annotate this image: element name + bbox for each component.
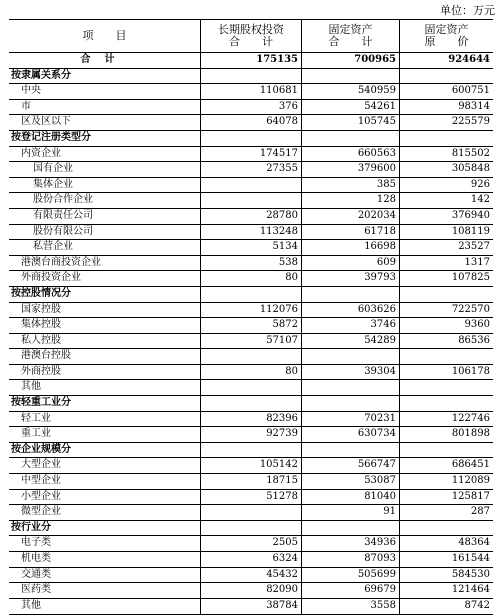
table-body [9,53,493,614]
fixed-assets-value: 385 [302,178,400,193]
long-term-equity-value: 51278 [201,490,302,505]
fixed-assets-value: 700965 [302,53,400,68]
long-term-equity-value: 113248 [201,225,302,240]
header-long-term-equity [201,20,302,52]
long-term-equity-value: 5872 [201,318,302,333]
row-label: 小型企业 [9,490,201,505]
fixed-assets-value: 202034 [302,209,400,224]
table-row [9,568,493,584]
header-fixed-assets-original [400,20,493,52]
row-label: 按轻重工业分 [9,396,201,411]
long-term-equity-value [201,69,302,84]
total-row [9,53,493,69]
long-term-equity-value: 538 [201,256,302,271]
row-label: 其他 [9,380,201,395]
long-term-equity-value [201,193,302,208]
row-label: 按企业规模分 [9,443,201,458]
header-col2-line1: 固定资产 [328,23,373,36]
fixed-assets-original-value: 48364 [458,537,490,549]
long-term-equity-value: 92739 [201,427,302,442]
fixed-assets-original-value [400,131,493,146]
fixed-assets-original-value: 108119 [451,225,490,237]
long-term-equity-value [201,443,302,458]
fixed-assets-value: 105745 [302,115,400,130]
table-row [9,84,493,100]
row-label: 外商控股 [9,365,201,380]
long-term-equity-value: 28780 [201,209,302,224]
fixed-assets-original-value: 722570 [451,303,490,315]
table-row [9,427,493,443]
header-col1-line1: 长期股权投资 [218,23,284,36]
long-term-equity-value: 45432 [201,568,302,583]
long-term-equity-value: 376 [201,100,302,115]
fixed-assets-value [302,396,400,411]
fixed-assets-original-value [400,349,493,364]
long-term-equity-value: 18715 [201,474,302,489]
row-label: 集体企业 [9,178,201,193]
fixed-assets-original-value: 801898 [451,428,490,440]
row-label: 重工业 [9,427,201,442]
table-row [9,162,493,178]
fixed-assets-value: 53087 [302,474,400,489]
fixed-assets-value: 128 [302,193,400,208]
fixed-assets-value: 540959 [302,84,400,99]
table-row [9,193,493,209]
long-term-equity-value: 27355 [201,162,302,177]
header-col1-line2: 合 计 [229,35,273,48]
table-row [9,583,493,599]
fixed-assets-value: 609 [302,256,400,271]
section-row [9,287,493,303]
header-item-label: 项 目 [82,29,127,42]
fixed-assets-value [302,380,400,395]
row-label: 市 [9,100,201,115]
fixed-assets-value: 91 [302,505,400,520]
table-row [9,365,493,381]
table-row [9,147,493,163]
row-label: 港澳台商投资企业 [9,256,201,271]
fixed-assets-value: 39793 [302,271,400,286]
fixed-assets-original-value: 225579 [451,116,490,128]
long-term-equity-value: 2505 [201,536,302,551]
fixed-assets-original-value: 107825 [451,272,490,284]
fixed-assets-value: 16698 [302,240,400,255]
long-term-equity-value [201,131,302,146]
fixed-assets-value [302,443,400,458]
table-row [9,349,493,365]
fixed-assets-original-value: 926 [470,178,490,190]
row-label: 按控股情况分 [9,287,201,302]
fixed-assets-value: 3746 [302,318,400,333]
table-row [9,256,493,272]
table-row [9,334,493,350]
fixed-assets-value [302,287,400,302]
section-row [9,396,493,412]
row-label: 有限责任公司 [9,209,201,224]
row-label: 机电类 [9,552,201,567]
row-label: 中央 [9,84,201,99]
section-row [9,443,493,459]
row-label: 微型企业 [9,505,201,520]
fixed-assets-value: 630734 [302,427,400,442]
table-header [9,20,493,53]
fixed-assets-original-value: 98314 [458,100,490,112]
table-row [9,599,493,615]
fixed-assets-original-value: 1317 [464,256,490,268]
fixed-assets-original-value: 924644 [448,54,490,65]
fixed-assets-value: 3558 [302,599,400,615]
fixed-assets-original-value: 112089 [451,475,490,487]
row-label: 集体控股 [9,318,201,333]
header-item [9,20,201,52]
long-term-equity-value: 82090 [201,583,302,598]
long-term-equity-value: 6324 [201,552,302,567]
fixed-assets-value: 54289 [302,334,400,349]
long-term-equity-value [201,349,302,364]
long-term-equity-value [201,521,302,536]
row-label: 其他 [9,599,201,615]
header-fixed-assets [302,20,400,52]
long-term-equity-value: 82396 [201,412,302,427]
row-label: 私营企业 [9,240,201,255]
row-label: 按行业分 [9,521,201,536]
long-term-equity-value [201,380,302,395]
fixed-assets-original-value: 122746 [451,412,490,424]
row-label: 港澳台控股 [9,349,201,364]
fixed-assets-value: 39304 [302,365,400,380]
fixed-assets-value [302,69,400,84]
long-term-equity-value: 80 [201,271,302,286]
fixed-assets-original-value: 815502 [451,147,490,159]
fixed-assets-value: 379600 [302,162,400,177]
fixed-assets-original-value: 8742 [464,599,490,611]
row-label: 交通类 [9,568,201,583]
table-row [9,100,493,116]
long-term-equity-value: 5134 [201,240,302,255]
table-row [9,225,493,241]
long-term-equity-value: 112076 [201,303,302,318]
fixed-assets-original-value: 106178 [451,365,490,377]
fixed-assets-value: 660563 [302,147,400,162]
row-label: 外商投资企业 [9,271,201,286]
fixed-assets-value: 505699 [302,568,400,583]
fixed-assets-original-value: 86536 [458,334,490,346]
fixed-assets-original-value: 142 [470,194,490,206]
fixed-assets-value [302,349,400,364]
section-row [9,69,493,85]
fixed-assets-original-value: 584530 [451,568,490,580]
long-term-equity-value [201,287,302,302]
fixed-assets-original-value: 305848 [451,163,490,175]
fixed-assets-value: 87093 [302,552,400,567]
fixed-assets-value: 69679 [302,583,400,598]
fixed-assets-original-value [400,396,493,411]
table-row [9,209,493,225]
fixed-assets-original-value [400,443,493,458]
long-term-equity-value: 105142 [201,458,302,473]
fixed-assets-original-value: 600751 [451,85,490,97]
table-row [9,380,493,396]
row-label: 国有企业 [9,162,201,177]
long-term-equity-value [201,396,302,411]
row-label: 按隶属关系分 [9,69,201,84]
fixed-assets-original-value [400,521,493,536]
long-term-equity-value: 57107 [201,334,302,349]
header-col3-line2: 原 价 [424,35,469,48]
row-label: 医药类 [9,583,201,598]
table-row [9,115,493,131]
table-row [9,271,493,287]
long-term-equity-value [201,505,302,520]
fixed-assets-original-value: 23527 [458,241,490,253]
header-col2-line2: 合 计 [328,35,373,48]
fixed-assets-original-value [400,380,493,395]
long-term-equity-value: 110681 [201,84,302,99]
row-label: 中型企业 [9,474,201,489]
table-row [9,178,493,194]
table-row [9,412,493,428]
row-label: 合计 [9,53,201,68]
fixed-assets-value: 81040 [302,490,400,505]
table-row [9,303,493,319]
table-row [9,536,493,552]
row-label: 按登记注册类型分 [9,131,201,146]
table-row [9,490,493,506]
fixed-assets-value: 70231 [302,412,400,427]
section-row [9,521,493,537]
fixed-assets-value: 61718 [302,225,400,240]
row-label: 轻工业 [9,412,201,427]
table-row [9,552,493,568]
row-label: 区及区以下 [9,115,201,130]
fixed-assets-value: 34936 [302,536,400,551]
fixed-assets-original-value: 125817 [451,490,490,502]
fixed-assets-original-value: 376940 [451,209,490,221]
row-label: 大型企业 [9,458,201,473]
long-term-equity-value: 174517 [201,147,302,162]
row-label: 股份合作企业 [9,193,201,208]
fixed-assets-original-value: 121464 [451,584,490,596]
row-label: 国家控股 [9,303,201,318]
table-row [9,318,493,334]
long-term-equity-value: 64078 [201,115,302,130]
long-term-equity-value: 80 [201,365,302,380]
table-row [9,458,493,474]
row-label: 电子类 [9,536,201,551]
fixed-assets-original-value: 287 [470,506,490,518]
fixed-assets-original-value [400,287,493,302]
fixed-assets-value [302,521,400,536]
data-table [9,19,493,615]
fixed-assets-value: 54261 [302,100,400,115]
fixed-assets-original-value [400,69,493,84]
row-label: 股份有限公司 [9,225,201,240]
table-row [9,505,493,521]
section-row [9,131,493,147]
long-term-equity-value: 38784 [201,599,302,615]
unit-label: 单位：万元 [440,4,495,17]
header-col3-line1: 固定资产 [424,23,469,36]
table-row [9,240,493,256]
row-label: 内资企业 [9,147,201,162]
fixed-assets-original-value: 161544 [451,553,490,564]
table-row [9,474,493,490]
fixed-assets-original-value: 9360 [464,319,490,331]
long-term-equity-value: 175135 [201,53,302,68]
row-label: 私人控股 [9,334,201,349]
fixed-assets-value [302,131,400,146]
fixed-assets-value: 603626 [302,303,400,318]
fixed-assets-value: 566747 [302,458,400,473]
long-term-equity-value [201,178,302,193]
fixed-assets-original-value: 686451 [451,459,490,471]
